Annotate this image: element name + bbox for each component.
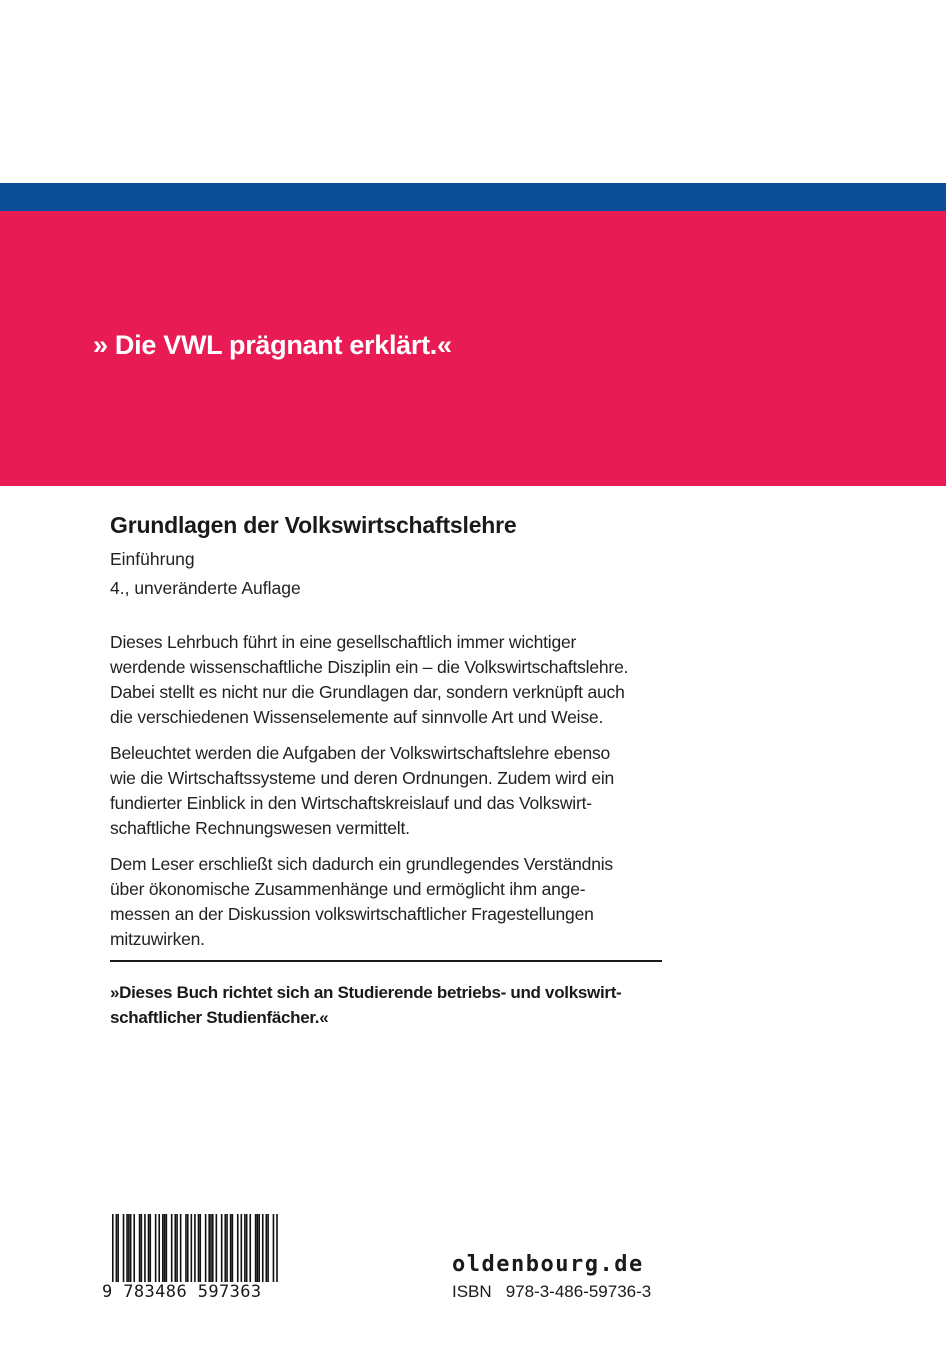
tagline-quote: » Die VWL prägnant erklärt.« — [93, 330, 452, 360]
barcode-bar — [174, 1214, 176, 1288]
barcode-bar — [162, 1214, 164, 1288]
book-edition: 4., unveränderte Auflage — [110, 578, 301, 598]
text-line: »Dieses Buch richtet sich an Studierende betriebs- und volkswirt- — [110, 983, 622, 1002]
barcode-bar — [148, 1214, 150, 1288]
barcode-bar — [130, 1214, 132, 1288]
text-line: schaftlicher Studienfächer.« — [110, 1008, 329, 1027]
text-line: fundierter Einblick in den Wirtschaftskreislauf und das Volkswirt- — [110, 793, 592, 813]
publisher-url: oldenbourg.de — [452, 1252, 644, 1277]
barcode-bar — [255, 1214, 257, 1288]
barcode-bar — [262, 1214, 264, 1288]
barcode-bar — [276, 1214, 278, 1288]
barcode-bar — [246, 1214, 248, 1288]
barcode-bar — [244, 1214, 246, 1288]
barcode-bar — [158, 1214, 160, 1288]
text-line: über ökonomische Zusammenhänge und ermöglicht ihm ange- — [110, 879, 586, 899]
barcode-bar — [180, 1214, 182, 1288]
barcode-bar — [155, 1214, 157, 1288]
barcode-bar — [199, 1214, 201, 1288]
barcode-bar — [149, 1214, 151, 1288]
barcode-bar — [205, 1214, 207, 1288]
barcode-bar — [176, 1214, 178, 1288]
barcode-bar — [116, 1214, 118, 1288]
text-line: wie die Wirtschaftssysteme und deren Ordnungen. Zudem wird ein — [110, 768, 615, 788]
description-paragraph-3 — [110, 852, 670, 952]
text-line: Dem Leser erschließt sich dadurch ein grundlegendes Verständnis — [110, 854, 613, 874]
text-line: Beleuchtet werden die Aufgaben der Volkswirtschaftslehre ebenso — [110, 743, 611, 763]
isbn-label: ISBN — [452, 1282, 492, 1301]
top-blue-band — [0, 183, 946, 211]
barcode-bar — [241, 1214, 243, 1288]
barcode-bar — [112, 1214, 114, 1288]
barcode-bar — [187, 1214, 189, 1288]
barcode-bar — [133, 1214, 135, 1288]
barcode-bar — [266, 1214, 268, 1288]
barcode-bar — [171, 1214, 173, 1288]
barcode-bar — [126, 1214, 128, 1288]
barcode-bar — [191, 1214, 193, 1288]
text-line: mitzuwirken. — [110, 929, 205, 949]
text-line: die verschiedenen Wissenselemente auf sinnvolle Art und Weise. — [110, 707, 604, 727]
description-paragraph-1 — [110, 630, 670, 730]
barcode-bar — [194, 1214, 196, 1288]
isbn-number: 978-3-486-59736-3 — [505, 1282, 652, 1301]
barcode-bar — [224, 1214, 226, 1288]
barcode-bars — [100, 1214, 280, 1288]
barcode-digits: 9 783486 597363 — [100, 1282, 282, 1302]
book-info — [110, 512, 670, 952]
barcode-bar — [128, 1214, 130, 1288]
barcode-bar — [226, 1214, 228, 1288]
audience-quote — [110, 980, 621, 1030]
text-line: messen an der Diskussion volkswirtschaftlicher Fragestellungen — [110, 904, 594, 924]
description-paragraph-2 — [110, 741, 670, 841]
barcode-bar — [210, 1214, 212, 1288]
text-line: Dabei stellt es nicht nur die Grundlagen dar, sondern verknüpft auch — [110, 682, 625, 702]
barcode-bar — [249, 1214, 251, 1288]
barcode-bar — [139, 1214, 141, 1288]
barcode-bar — [257, 1214, 259, 1288]
barcode-bar — [185, 1214, 187, 1288]
barcode-bar — [198, 1214, 200, 1288]
barcode-bar — [141, 1214, 143, 1288]
text-line: Dieses Lehrbuch führt in eine gesellschaftlich immer wichtiger — [110, 632, 577, 652]
barcode-bar — [273, 1214, 275, 1288]
book-title: Grundlagen der Volkswirtschaftslehre — [110, 512, 517, 538]
text-line: werdende wissenschaftliche Disziplin ein – die Volkswirtschaftslehre. — [110, 657, 629, 677]
divider-rule — [110, 960, 662, 962]
barcode-bar — [212, 1214, 214, 1288]
barcode-bar — [123, 1214, 125, 1288]
isbn-barcode — [100, 1214, 280, 1310]
barcode-bar — [237, 1214, 239, 1288]
barcode-bar — [144, 1214, 146, 1288]
barcode-bar — [267, 1214, 269, 1288]
barcode-bar — [221, 1214, 223, 1288]
barcode-bar — [216, 1214, 218, 1288]
barcode-bar — [164, 1214, 166, 1288]
barcode-bar — [232, 1214, 234, 1288]
barcode-bar — [258, 1214, 260, 1288]
barcode-bar — [166, 1214, 168, 1288]
isbn-line — [452, 1282, 651, 1302]
book-subtitle: Einführung — [110, 549, 195, 569]
barcode-bar — [117, 1214, 119, 1288]
barcode-bar — [230, 1214, 232, 1288]
barcode-bar — [208, 1214, 210, 1288]
text-line: schaftliche Rechnungswesen vermittelt. — [110, 818, 410, 838]
